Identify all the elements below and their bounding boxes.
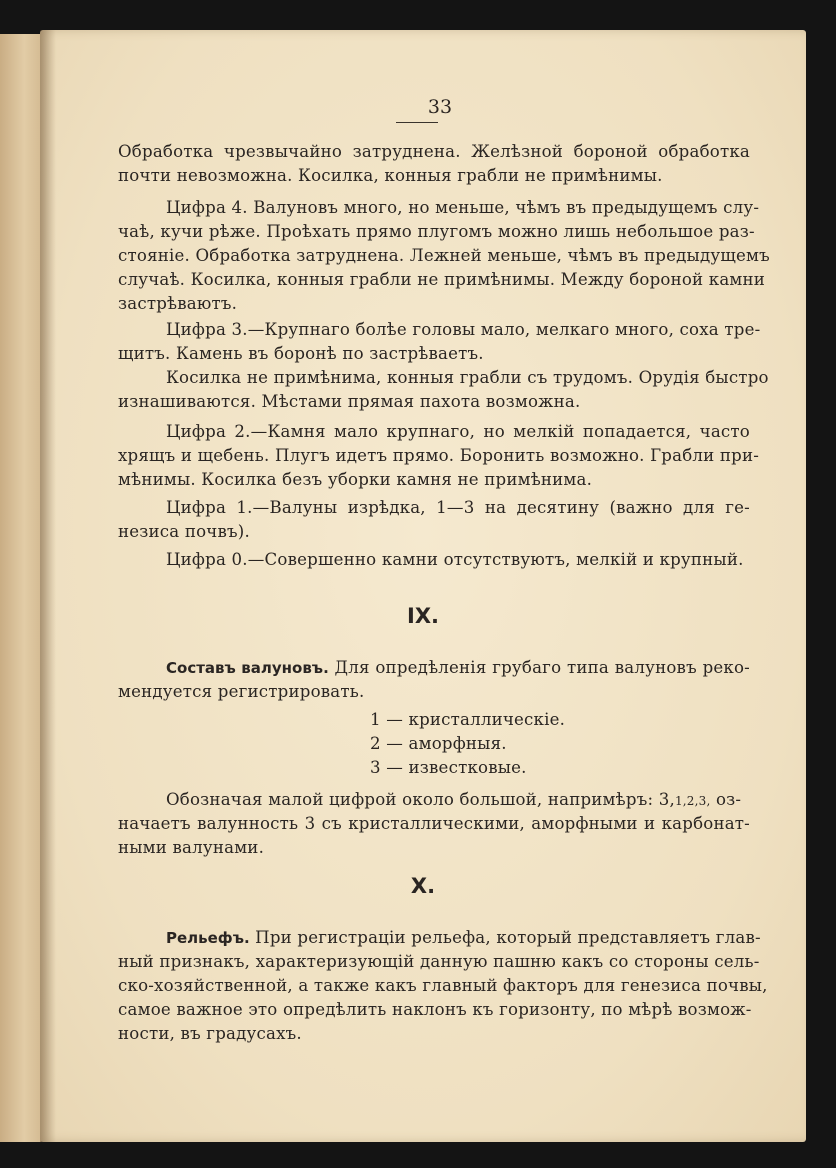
text-line: хрящъ и щебень. Плугъ идетъ прямо. Боронить возможно. Грабли при- (118, 446, 760, 465)
text-span: При регистраціи рельефа, который представляетъ глав- (255, 928, 761, 947)
stone-type-list (118, 708, 750, 780)
paragraph-cifra-2 (118, 420, 760, 492)
paragraph-intro (118, 140, 750, 188)
run-in-heading: Составъ валуновъ. (166, 659, 329, 677)
paragraph-cifra-1 (118, 496, 750, 544)
text-line: изнашиваются. Мѣстами прямая пахота возможна. (118, 392, 581, 411)
text-line (118, 656, 750, 680)
text-line: начаетъ валунность 3 съ кристаллическими, аморфными и карбонат- (118, 814, 750, 833)
book-page (40, 30, 806, 1142)
run-in-heading: Рельефъ. (166, 929, 250, 947)
text-line: случаѣ. Косилка, конныя грабли не примѣнимы. Между бороной камни (118, 270, 766, 289)
text-span: оз- (710, 790, 742, 809)
text-line: чаѣ, кучи рѣже. Проѣхать прямо плугомъ можно лишь небольшое раз- (118, 222, 755, 241)
text-line: ными валунами. (118, 838, 265, 857)
page-number: 33 (427, 96, 453, 118)
text-line (118, 926, 761, 950)
text-line: самое важное это опредѣлить наклонъ къ горизонту, по мѣрѣ возмож- (118, 1000, 752, 1019)
text-line: Обработка чрезвычайно затруднена. Желѣзной бороной обработка (118, 142, 750, 161)
text-line: застрѣваютъ. (118, 294, 238, 313)
text-line: мендуется регистрировать. (118, 682, 365, 701)
text-line: мѣнимы. Косилка безъ уборки камня не примѣнима. (118, 470, 593, 489)
paragraph-oboznachaya (118, 788, 750, 860)
paragraph-cifra-4 (118, 196, 770, 316)
text-line: незиса почвъ). (118, 522, 250, 541)
section-heading-ix: IX. (407, 604, 439, 628)
text-line: стояніе. Обработка затруднена. Лежней меньше, чѣмъ въ предыдущемъ (118, 246, 770, 265)
text-span: Для опредѣленія грубаго типа валуновъ реко- (334, 658, 750, 677)
text-line: Косилка не примѣнима, конныя грабли съ трудомъ. Орудія быстро (166, 368, 769, 387)
text-line: Цифра 1.—Валуны изрѣдка, 1—3 на десятину (важно для ге- (166, 498, 750, 517)
text-line: Цифра 0.—Совершенно камни отсутствуютъ, мелкій и крупный. (166, 550, 744, 569)
text-line: Цифра 4. Валуновъ много, но меньше, чѣмъ въ предыдущемъ слу- (166, 198, 760, 217)
paragraph-relief (118, 926, 768, 1046)
text-line: ный признакъ, характеризующій данную пашню какъ со стороны сель- (118, 952, 760, 971)
gutter-shadow (40, 30, 56, 1142)
text-line: ско-хозяйственной, а также какъ главный факторъ для генезиса почвы, (118, 976, 768, 995)
text-line: почти невозможна. Косилка, конныя грабли не примѣнимы. (118, 166, 663, 185)
page-number-rule (396, 122, 438, 123)
section-heading-x: X. (410, 874, 436, 898)
list-item: 3 — известковые. (370, 758, 527, 777)
text-span: Обозначая малой цифрой около большой, напримѣръ: 3, (166, 790, 675, 809)
paragraph-cifra-0 (118, 548, 750, 572)
paragraph-sostav (118, 656, 750, 704)
text-line: Цифра 3.—Крупнаго болѣе головы мало, мелкаго много, соха тре- (166, 320, 761, 339)
text-line: щитъ. Камень въ боронѣ по застрѣваетъ. (118, 344, 484, 363)
subscript-digits: 1,2,3, (674, 794, 711, 808)
text-line: Цифра 2.—Камня мало крупнаго, но мелкій попадается, часто (166, 422, 750, 441)
previous-page-edge (0, 34, 44, 1142)
list-item: 2 — аморфныя. (370, 734, 507, 753)
text-line (118, 788, 750, 812)
text-line: ности, въ градусахъ. (118, 1024, 302, 1043)
paragraph-cifra-3 (118, 318, 769, 414)
list-item: 1 — кристаллическіе. (370, 710, 566, 729)
